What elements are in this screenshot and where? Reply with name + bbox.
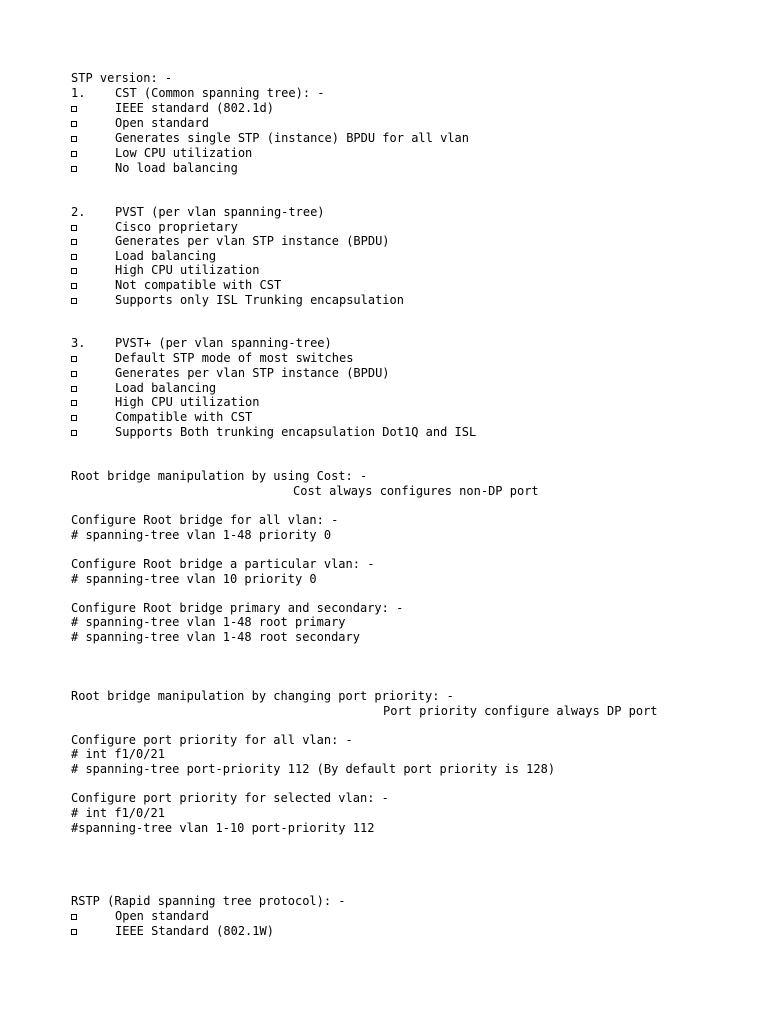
bullet-icon: [71, 268, 77, 274]
bullet-icon: [71, 415, 77, 421]
cost-all-vlan-command: # spanning-tree vlan 1-48 priority 0: [71, 528, 332, 542]
cst-item: IEEE standard (802.1d): [115, 101, 274, 115]
bullet-icon: [71, 298, 77, 304]
pvst-item: Supports only ISL Trunking encapsulation: [115, 293, 404, 307]
cost-particular-heading: Configure Root bridge a particular vlan: -: [71, 557, 375, 571]
bullet-icon: [71, 929, 77, 935]
cost-note: Cost always configures non-DP port: [293, 484, 539, 498]
rstp-item: Open standard: [115, 909, 209, 923]
rstp-item: IEEE Standard (802.1W): [115, 924, 274, 938]
cost-primary-heading: Configure Root bridge primary and secondary: -: [71, 601, 404, 615]
cost-particular-command: # spanning-tree vlan 10 priority 0: [71, 572, 317, 586]
bullet-icon: [71, 166, 77, 172]
pvst-item: Generates per vlan STP instance (BPDU): [115, 234, 390, 248]
pvst-item: Cisco proprietary: [115, 220, 238, 234]
port-priority-heading: Root bridge manipulation by changing port priority: -: [71, 689, 454, 703]
cst-item: Low CPU utilization: [115, 146, 253, 160]
bullet-icon: [71, 283, 77, 289]
port-priority-selected-heading: Configure port priority for selected vlan: -: [71, 791, 389, 805]
pvst-plus-item: High CPU utilization: [115, 395, 260, 409]
stp-version-heading: STP version: -: [71, 71, 173, 85]
bullet-icon: [71, 400, 77, 406]
bullet-icon: [71, 121, 77, 127]
pvst-item: Load balancing: [115, 249, 217, 263]
port-priority-all-vlan-command: # int f1/0/21: [71, 747, 165, 761]
bullet-icon: [71, 430, 77, 436]
bullet-icon: [71, 239, 77, 245]
pvst-plus-item: Load balancing: [115, 381, 217, 395]
pvst-plus-number: 3.: [71, 336, 86, 350]
cst-title: CST (Common spanning tree): -: [115, 86, 325, 100]
pvst-number: 2.: [71, 205, 86, 219]
port-priority-all-vlan-heading: Configure port priority for all vlan: -: [71, 733, 353, 747]
pvst-plus-title: PVST+ (per vlan spanning-tree): [115, 336, 332, 350]
bullet-icon: [71, 225, 77, 231]
pvst-title: PVST (per vlan spanning-tree): [115, 205, 325, 219]
port-priority-selected-command: # int f1/0/21: [71, 806, 165, 820]
cst-number: 1.: [71, 86, 86, 100]
port-priority-note: Port priority configure always DP port: [383, 704, 658, 718]
port-priority-all-vlan-command: # spanning-tree port-priority 112 (By default port priority is 128): [71, 762, 556, 776]
cost-heading: Root bridge manipulation by using Cost: -: [71, 469, 368, 483]
bullet-icon: [71, 151, 77, 157]
bullet-icon: [71, 356, 77, 362]
cst-item: Generates single STP (instance) BPDU for all vlan: [115, 131, 470, 145]
pvst-plus-item: Compatible with CST: [115, 410, 253, 424]
bullet-icon: [71, 914, 77, 920]
port-priority-selected-command: #spanning-tree vlan 1-10 port-priority 112: [71, 821, 375, 835]
bullet-icon: [71, 136, 77, 142]
cost-all-vlan-heading: Configure Root bridge for all vlan: -: [71, 513, 339, 527]
rstp-title: RSTP (Rapid spanning tree protocol): -: [71, 894, 346, 908]
pvst-plus-item: Supports Both trunking encapsulation Dot1Q and ISL: [115, 425, 477, 439]
bullet-icon: [71, 386, 77, 392]
pvst-item: Not compatible with CST: [115, 278, 282, 292]
bullet-icon: [71, 254, 77, 260]
pvst-plus-item: Generates per vlan STP instance (BPDU): [115, 366, 390, 380]
bullet-icon: [71, 371, 77, 377]
cst-item: No load balancing: [115, 161, 238, 175]
pvst-plus-item: Default STP mode of most switches: [115, 351, 354, 365]
pvst-item: High CPU utilization: [115, 263, 260, 277]
cost-secondary-command: # spanning-tree vlan 1-48 root secondary: [71, 630, 360, 644]
cost-primary-command: # spanning-tree vlan 1-48 root primary: [71, 615, 346, 629]
bullet-icon: [71, 106, 77, 112]
cst-item: Open standard: [115, 116, 209, 130]
